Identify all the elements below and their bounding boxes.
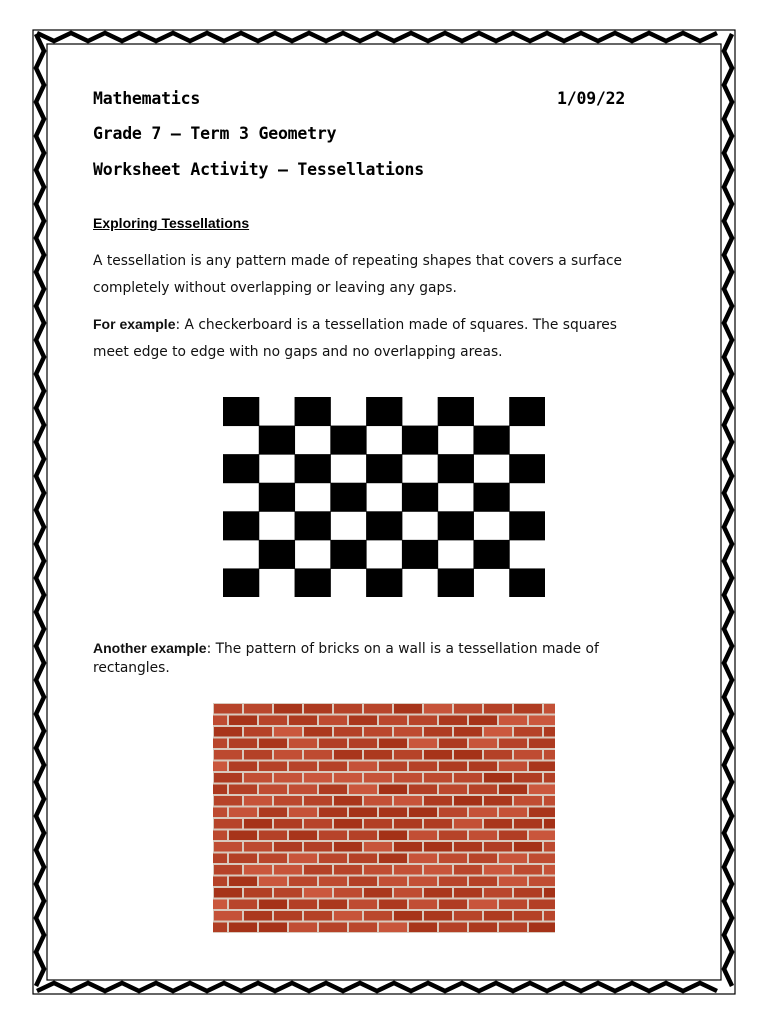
brick <box>454 842 482 852</box>
brick <box>469 785 497 795</box>
brick <box>259 785 287 795</box>
brick <box>469 739 497 749</box>
brick <box>259 831 287 841</box>
brick <box>379 854 407 864</box>
brick <box>484 911 512 921</box>
brick <box>349 785 377 795</box>
brick <box>424 727 452 737</box>
brick <box>409 854 437 864</box>
brick <box>484 750 512 760</box>
border-bottom-zigzag <box>37 983 717 991</box>
checker-square <box>402 426 438 455</box>
brick <box>439 716 467 726</box>
brick <box>454 796 482 806</box>
brick <box>424 888 452 898</box>
checker-square <box>366 511 402 540</box>
brick <box>274 704 302 714</box>
subject-heading: Mathematics <box>93 89 201 108</box>
brick <box>319 923 347 933</box>
example2-label: Another example <box>93 640 207 656</box>
brick <box>349 900 377 910</box>
brick <box>499 762 527 772</box>
brick <box>334 750 362 760</box>
brick <box>484 727 512 737</box>
brick <box>214 750 242 760</box>
brick <box>484 842 512 852</box>
brick <box>544 796 555 806</box>
checker-square <box>438 511 474 540</box>
brick <box>424 911 452 921</box>
brick <box>529 877 555 887</box>
brick <box>214 911 242 921</box>
brick <box>379 877 407 887</box>
brick <box>274 888 302 898</box>
brick <box>379 923 407 933</box>
brick <box>514 727 542 737</box>
brick <box>244 750 272 760</box>
brick-wall-figure <box>213 703 555 933</box>
brick <box>213 854 227 864</box>
brick <box>334 842 362 852</box>
definition-line-2: completely without overlapping or leaving any gaps. <box>93 280 457 296</box>
brick <box>394 773 422 783</box>
checker-square <box>473 483 509 512</box>
brick <box>529 808 555 818</box>
example1-label: For example <box>93 316 176 332</box>
brick <box>349 854 377 864</box>
brick <box>439 808 467 818</box>
brick <box>394 888 422 898</box>
brick <box>244 773 272 783</box>
brick <box>484 704 512 714</box>
brick <box>469 923 497 933</box>
brick <box>304 727 332 737</box>
brick <box>304 773 332 783</box>
brick <box>289 785 317 795</box>
brick <box>259 854 287 864</box>
brick <box>349 877 377 887</box>
brick <box>213 739 227 749</box>
brick <box>454 888 482 898</box>
brick <box>334 704 362 714</box>
brick <box>244 842 272 852</box>
brick <box>229 854 257 864</box>
brick <box>439 900 467 910</box>
brick <box>364 865 392 875</box>
brick <box>514 911 542 921</box>
brick <box>244 865 272 875</box>
brick <box>499 877 527 887</box>
checker-square <box>330 426 366 455</box>
brick <box>544 704 555 714</box>
brick <box>394 865 422 875</box>
brick <box>484 865 512 875</box>
brick <box>409 739 437 749</box>
brick <box>244 888 272 898</box>
brick <box>289 877 317 887</box>
brick <box>394 796 422 806</box>
brick <box>334 773 362 783</box>
brick <box>364 704 392 714</box>
example2-line-1: : The pattern of bricks on a wall is a tessellation made of <box>206 641 599 657</box>
brick <box>334 796 362 806</box>
brick <box>213 900 227 910</box>
brick <box>274 727 302 737</box>
brick <box>334 727 362 737</box>
brick <box>499 923 527 933</box>
brick <box>544 727 555 737</box>
brick <box>424 819 452 829</box>
brick <box>529 785 555 795</box>
brick <box>544 819 555 829</box>
brick <box>484 796 512 806</box>
brick <box>229 877 257 887</box>
brick <box>334 819 362 829</box>
brick <box>379 900 407 910</box>
brick <box>319 716 347 726</box>
brick <box>409 785 437 795</box>
brick <box>289 739 317 749</box>
checker-square <box>438 568 474 597</box>
brick <box>469 762 497 772</box>
brick <box>289 923 317 933</box>
example1-line-1: : A checkerboard is a tessellation made of squares. The squares <box>175 317 617 333</box>
brick <box>244 796 272 806</box>
checker-square <box>366 454 402 483</box>
brick <box>214 796 242 806</box>
checker-square <box>473 426 509 455</box>
checker-square <box>330 483 366 512</box>
brick <box>304 842 332 852</box>
brick <box>394 750 422 760</box>
brick <box>364 727 392 737</box>
brick <box>289 716 317 726</box>
definition-paragraph <box>93 248 683 302</box>
brick <box>514 888 542 898</box>
brick <box>364 796 392 806</box>
brick <box>379 716 407 726</box>
brick <box>544 865 555 875</box>
definition-line-1: A tessellation is any pattern made of repeating shapes that covers a surface <box>93 253 623 269</box>
brick <box>244 727 272 737</box>
brick <box>424 842 452 852</box>
brick <box>544 750 555 760</box>
brick <box>229 739 257 749</box>
brick <box>289 762 317 772</box>
brick <box>334 911 362 921</box>
brick <box>514 750 542 760</box>
brick <box>274 750 302 760</box>
brick <box>529 716 555 726</box>
checkerboard-figure <box>223 397 545 597</box>
brick <box>259 808 287 818</box>
checker-square <box>473 540 509 569</box>
brick <box>229 762 257 772</box>
brick <box>349 831 377 841</box>
brick <box>529 923 555 933</box>
brick <box>274 865 302 875</box>
checker-square <box>223 454 259 483</box>
example1-paragraph <box>93 311 683 366</box>
brick <box>454 750 482 760</box>
brick <box>529 854 555 864</box>
brick <box>274 842 302 852</box>
brick <box>514 842 542 852</box>
checker-square <box>295 454 331 483</box>
brick <box>229 716 257 726</box>
brick <box>334 888 362 898</box>
brick <box>364 911 392 921</box>
brick <box>499 739 527 749</box>
brick <box>544 911 555 921</box>
brick <box>424 865 452 875</box>
checker-square <box>259 483 295 512</box>
brick <box>304 865 332 875</box>
brick <box>499 808 527 818</box>
brick <box>213 923 227 933</box>
brick <box>454 865 482 875</box>
border-top-zigzag <box>37 33 717 41</box>
checker-square <box>438 397 474 426</box>
brick <box>469 831 497 841</box>
brick <box>424 750 452 760</box>
brick <box>514 865 542 875</box>
brick <box>424 704 452 714</box>
checker-square <box>223 568 259 597</box>
brick <box>379 785 407 795</box>
brick <box>499 831 527 841</box>
brick <box>364 842 392 852</box>
brick <box>379 739 407 749</box>
date-text: 1/09/22 <box>557 89 626 108</box>
brick <box>213 831 227 841</box>
brick <box>364 773 392 783</box>
brick <box>394 704 422 714</box>
brick <box>439 923 467 933</box>
checker-square <box>509 511 545 540</box>
brick <box>424 773 452 783</box>
brick <box>214 865 242 875</box>
brick <box>394 819 422 829</box>
brick <box>213 762 227 772</box>
brick <box>499 785 527 795</box>
brick <box>469 854 497 864</box>
brick <box>319 762 347 772</box>
brick <box>439 785 467 795</box>
brick <box>379 762 407 772</box>
brick <box>274 773 302 783</box>
brick <box>484 773 512 783</box>
brick <box>214 704 242 714</box>
brick <box>244 911 272 921</box>
brick <box>409 716 437 726</box>
activity-heading: Worksheet Activity – Tessellations <box>93 160 424 179</box>
brick <box>514 704 542 714</box>
brick <box>424 796 452 806</box>
brick <box>439 739 467 749</box>
checker-square <box>295 511 331 540</box>
checker-square <box>295 568 331 597</box>
brick <box>214 819 242 829</box>
brick <box>289 831 317 841</box>
brick <box>349 716 377 726</box>
checker-square <box>295 397 331 426</box>
brick <box>319 900 347 910</box>
checker-square <box>509 397 545 426</box>
checker-square <box>438 454 474 483</box>
brick <box>304 888 332 898</box>
brick <box>454 819 482 829</box>
brick <box>544 773 555 783</box>
brick <box>274 911 302 921</box>
checker-square <box>259 426 295 455</box>
brick <box>454 773 482 783</box>
brick <box>529 762 555 772</box>
brick <box>439 854 467 864</box>
brick <box>544 888 555 898</box>
brick <box>229 785 257 795</box>
brick <box>499 854 527 864</box>
brick <box>409 808 437 818</box>
brick <box>499 900 527 910</box>
checker-square <box>330 540 366 569</box>
brick <box>439 831 467 841</box>
brick <box>214 888 242 898</box>
brick <box>319 831 347 841</box>
brick <box>349 762 377 772</box>
brick <box>304 704 332 714</box>
checker-square <box>402 540 438 569</box>
border-left-zigzag <box>36 34 44 986</box>
brick <box>514 773 542 783</box>
brick <box>244 819 272 829</box>
brick <box>289 900 317 910</box>
brick <box>259 877 287 887</box>
brick <box>349 923 377 933</box>
brick <box>304 750 332 760</box>
brick <box>229 923 257 933</box>
brick <box>454 727 482 737</box>
brick <box>229 831 257 841</box>
brick <box>529 831 555 841</box>
brick <box>304 796 332 806</box>
brick <box>469 716 497 726</box>
brick <box>213 785 227 795</box>
brick <box>213 716 227 726</box>
checker-square <box>223 397 259 426</box>
brick <box>409 877 437 887</box>
brick <box>469 877 497 887</box>
brick <box>469 900 497 910</box>
brick <box>289 808 317 818</box>
grade-heading: Grade 7 – Term 3 Geometry <box>93 124 337 143</box>
brick <box>214 773 242 783</box>
brick <box>469 808 497 818</box>
brick <box>319 739 347 749</box>
brick <box>244 704 272 714</box>
brick <box>349 808 377 818</box>
brick <box>409 831 437 841</box>
brick <box>259 739 287 749</box>
brick <box>364 888 392 898</box>
brick <box>214 842 242 852</box>
example2-line-2: rectangles. <box>93 660 170 676</box>
brick <box>364 750 392 760</box>
brick <box>484 819 512 829</box>
brick <box>349 739 377 749</box>
brick <box>259 716 287 726</box>
brick <box>274 819 302 829</box>
checker-square <box>509 568 545 597</box>
brick <box>259 923 287 933</box>
brick <box>379 831 407 841</box>
checker-square <box>259 540 295 569</box>
section-heading: Exploring Tessellations <box>93 215 250 231</box>
brick <box>394 911 422 921</box>
brick <box>213 808 227 818</box>
checker-square <box>402 483 438 512</box>
brick <box>514 796 542 806</box>
brick <box>319 877 347 887</box>
brick <box>259 762 287 772</box>
brick <box>394 727 422 737</box>
checker-square <box>223 511 259 540</box>
brick <box>379 808 407 818</box>
brick <box>409 900 437 910</box>
brick <box>454 911 482 921</box>
brick <box>229 808 257 818</box>
brick <box>364 819 392 829</box>
brick <box>259 900 287 910</box>
border-right-zigzag <box>724 34 732 986</box>
brick <box>319 785 347 795</box>
brick <box>514 819 542 829</box>
checker-square <box>366 397 402 426</box>
brick <box>439 762 467 772</box>
brick <box>304 911 332 921</box>
example2-paragraph <box>93 639 683 678</box>
brick <box>409 923 437 933</box>
brick <box>319 808 347 818</box>
brick <box>213 877 227 887</box>
brick <box>409 762 437 772</box>
brick <box>454 704 482 714</box>
brick <box>289 854 317 864</box>
brick <box>544 842 555 852</box>
brick <box>529 900 555 910</box>
brick <box>394 842 422 852</box>
checker-square <box>366 568 402 597</box>
example1-line-2: meet edge to edge with no gaps and no overlapping areas. <box>93 344 503 360</box>
checker-square <box>509 454 545 483</box>
brick <box>334 865 362 875</box>
brick <box>229 900 257 910</box>
brick <box>274 796 302 806</box>
brick <box>304 819 332 829</box>
brick <box>214 727 242 737</box>
brick <box>484 888 512 898</box>
brick <box>499 716 527 726</box>
brick <box>529 739 555 749</box>
brick <box>319 854 347 864</box>
brick <box>439 877 467 887</box>
